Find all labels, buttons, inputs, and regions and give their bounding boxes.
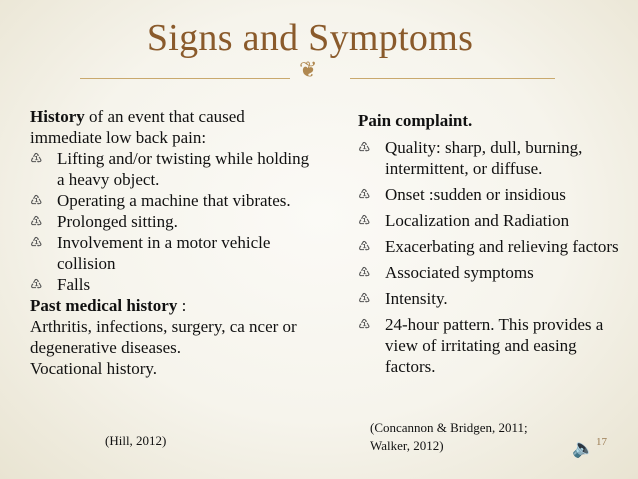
right-citation [370,419,590,455]
list-item [30,211,315,232]
title-rule-left [80,78,290,79]
past-history-text: Arthritis, infections, surgery, ca ncer or degenerative diseases. [30,317,297,357]
past-history-colon: : [177,296,187,315]
title-rule-right [350,78,555,79]
vocational-history: Vocational history. [30,359,158,378]
list-item-text: 24-hour pattern. This provides a view of irritating and easing factors. [385,315,604,376]
list-item-text: Quality: sharp, dull, burning, intermittent, or diffuse. [385,138,583,178]
list-item-text: Localization and Radiation [385,211,570,230]
bullet-icon: ♳ [30,235,43,251]
list-item [30,148,315,190]
list-item-text: Intensity. [385,289,448,308]
bullet-icon: ♳ [358,187,371,203]
bullet-icon: ♳ [358,140,371,156]
list-item-text: Falls [57,275,91,294]
bullet-icon: ♳ [358,265,371,281]
title-ornament-icon: ❦ [299,58,318,83]
page-number: 17 [596,436,607,448]
history-paragraph [30,106,315,148]
pain-complaint-label: Pain complaint. [358,111,473,130]
right-citation-line1: (Concannon & Bridgen, 2011; [370,420,528,435]
list-item [358,137,628,179]
bullet-icon: ♳ [30,193,43,209]
list-item-text: Operating a machine that vibrates. [57,191,291,210]
list-item [358,262,628,283]
bullet-icon: ♳ [358,213,371,229]
bullet-icon: ♳ [30,151,43,167]
bullet-icon: ♳ [358,317,371,333]
list-item [30,274,315,295]
list-item [358,210,628,231]
list-item [358,314,628,377]
speaker-icon[interactable]: 🔈 [572,438,595,459]
list-item-text: Prolonged sitting. [57,212,178,231]
bullet-icon: ♳ [358,291,371,307]
list-item-text: Lifting and/or twisting while holding a heavy object. [57,149,310,189]
bullet-icon: ♳ [358,239,371,255]
list-item-text: Onset :sudden or insidious [385,185,566,204]
list-item-text: Exacerbating and relieving factors [385,237,619,256]
list-item [358,236,628,257]
list-item-text: Involvement in a motor vehicle collision [57,233,271,273]
bullet-icon: ♳ [30,277,43,293]
list-item-text: Associated symptoms [385,263,534,282]
slide-title: Signs and Symptoms [146,17,474,59]
pain-complaint-heading [358,110,628,131]
list-item [30,232,315,274]
list-item [30,190,315,211]
past-history-label: Past medical history [30,296,178,315]
right-column [358,110,628,377]
list-item [358,288,628,309]
history-text: of an event that caused immediate low back pain: [30,107,245,147]
right-citation-line2: Walker, 2012) [370,438,444,453]
bullet-icon: ♳ [30,214,43,230]
past-history-heading [30,295,315,316]
history-label: History [30,107,85,126]
left-citation: (Hill, 2012) [105,433,167,448]
list-item [358,184,628,205]
left-column [30,106,315,379]
